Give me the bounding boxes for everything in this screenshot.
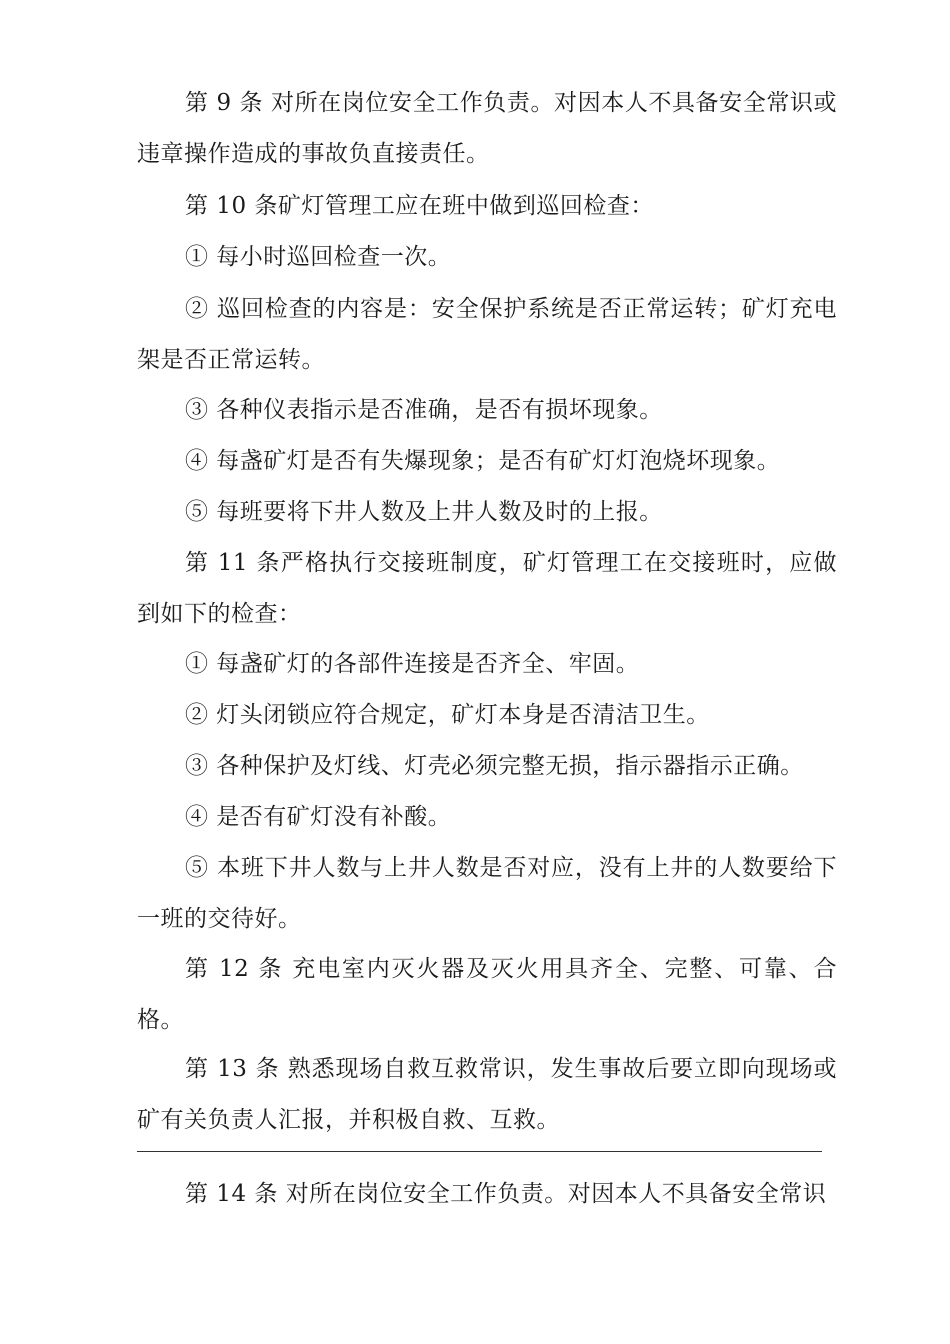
article-10-item-3: ③ 各种仪表指示是否准确，是否有损坏现象。 [185,397,663,423]
page-divider [137,1151,822,1152]
article-9: 第 9 条 对所在岗位安全工作负责。对因本人不具备安全常识或违章操作造成的事故负直接责任。 [137,90,837,167]
article-10-item-4: ④ 每盏矿灯是否有失爆现象；是否有矿灯灯泡烧坏现象。 [185,448,781,474]
article-14: 第 14 条 对所在岗位安全工作负责。对因本人不具备安全常识 [185,1181,827,1207]
article-10-item-2: ② 巡回检查的内容是：安全保护系统是否正常运转；矿灯充电架是否正常运转。 [137,296,837,373]
article-10-item-5: ⑤ 每班要将下井人数及上井人数及时的上报。 [185,499,663,525]
article-11-item-2: ② 灯头闭锁应符合规定，矿灯本身是否清洁卫生。 [185,702,710,728]
article-13: 第 13 条 熟悉现场自救互救常识，发生事故后要立即向现场或矿有关负责人汇报，并积极自救、互救。 [137,1056,837,1133]
article-10: 第 10 条矿灯管理工应在班中做到巡回检查： [185,193,654,219]
article-11: 第 11 条严格执行交接班制度，矿灯管理工在交接班时，应做到如下的检查： [137,550,837,627]
article-11-item-4: ④ 是否有矿灯没有补酸。 [185,804,452,830]
article-11-item-5: ⑤ 本班下井人数与上井人数是否对应，没有上井的人数要给下一班的交待好。 [137,855,837,932]
article-11-item-1: ① 每盏矿灯的各部件连接是否齐全、牢固。 [185,651,640,677]
article-10-item-1: ① 每小时巡回检查一次。 [185,244,452,270]
article-11-item-3: ③ 各种保护及灯线、灯壳必须完整无损，指示器指示正确。 [185,753,804,779]
article-12: 第 12 条 充电室内灭火器及灭火用具齐全、完整、可靠、合格。 [137,956,837,1033]
